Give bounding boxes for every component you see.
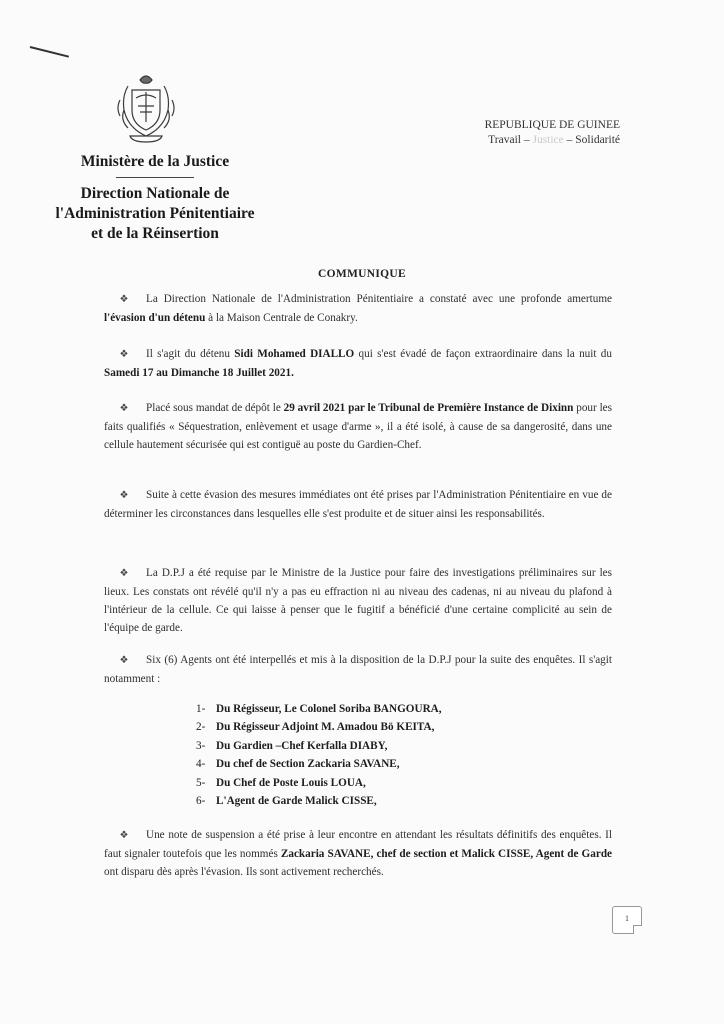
scan-mark bbox=[30, 46, 69, 58]
list-item: 6- L'Agent de Garde Malick CISSE, bbox=[196, 795, 377, 808]
direction-line-1: Direction Nationale de bbox=[80, 185, 230, 202]
direction-line-3: et de la Réinsertion bbox=[91, 225, 219, 242]
bullet-icon: ❖ bbox=[119, 830, 129, 841]
motto-part-2: Justice bbox=[532, 134, 564, 146]
list-item: 4- Du chef de Section Zackaria SAVANE, bbox=[196, 758, 400, 771]
bullet-icon: ❖ bbox=[119, 490, 129, 501]
motto-part-1: Travail – bbox=[488, 134, 533, 146]
paragraph-2: ❖ Il s'agit du détenu Sidi Mohamed DIALLO qui s'est évadé de façon extraordinaire dans la nuit du Samedi 17 au Dimanche 18 Juillet 2021. bbox=[104, 348, 612, 379]
list-item: 3- Du Gardien –Chef Kerfalla DIABY, bbox=[196, 739, 388, 752]
paragraph-1: ❖ La Direction Nationale de l'Administration Pénitentiaire a constaté avec une profonde amertume l'évasion d'un détenu à la Maison Centrale de Conakry. bbox=[104, 293, 612, 324]
ministry-underline bbox=[116, 177, 194, 178]
republic-header bbox=[420, 118, 620, 148]
paragraph-6: ❖ Six (6) Agents ont été interpellés et mis à la disposition de la D.P.J pour la suite des enquêtes. Il s'agit notamment : bbox=[104, 654, 612, 685]
bullet-icon: ❖ bbox=[119, 349, 129, 360]
paragraph-7: ❖ Une note de suspension a été prise à leur encontre en attendant les résultats définitifs des enquêtes. Il faut signaler toutefois que les nommés Zackaria SAVANE, chef de section et Malick CISSE, Agent de Garde ont disparu dès après l'évasion. Ils sont activement recherchés. bbox=[104, 829, 613, 878]
motto-part-3: – Solidarité bbox=[563, 134, 620, 146]
list-item: 5- Du Chef de Poste Louis LOUA, bbox=[196, 776, 366, 789]
agent-list bbox=[196, 700, 516, 810]
list-item: 1- Du Régisseur, Le Colonel Soriba BANGOURA, bbox=[196, 703, 442, 715]
republic-name: REPUBLIQUE DE GUINEE bbox=[484, 119, 620, 131]
paragraph-5: ❖ La D.P.J a été requise par le Ministre de la Justice pour faire des investigations préliminaires sur les lieux. Les constats ont révélé qu'il n'y a pas eu effraction ni au niveau des cadenas, ni au niveau du plafond à l'intérieur de la cellule. Ce qui laisse à penser que le fugitif a bénéficié d'une certaine complicité au sein de l'équipe de garde. bbox=[104, 567, 612, 634]
coat-of-arms-emblem bbox=[110, 70, 182, 148]
paragraph-3: ❖ Placé sous mandat de dépôt le 29 avril 2021 par le Tribunal de Première Instance de Dixinn pour les faits qualifiés « Séquestration, enlèvement et usage d'arme », il a été isolé, à cause de sa dangerosité, dans une cellule hautement sécurisée qui est contiguë au poste du Gardien-Chef. bbox=[104, 402, 613, 451]
direction-name bbox=[30, 184, 280, 244]
direction-line-2: l'Administration Pénitentiaire bbox=[55, 205, 255, 222]
list-item: 2- Du Régisseur Adjoint M. Amadou Bö KEITA, bbox=[196, 721, 435, 734]
bullet-icon: ❖ bbox=[119, 294, 129, 305]
bullet-icon: ❖ bbox=[119, 568, 129, 579]
page-number: 1 bbox=[612, 906, 642, 934]
paragraph-4: ❖ Suite à cette évasion des mesures immédiates ont été prises par l'Administration Pénitentiaire en vue de déterminer les circonstances dans lesquelles elle s'est produite et de situer ainsi les responsabilités. bbox=[104, 489, 612, 520]
ministry-name: Ministère de la Justice bbox=[80, 153, 230, 170]
bullet-icon: ❖ bbox=[119, 403, 129, 414]
document-title: COMMUNIQUE bbox=[318, 268, 406, 280]
national-motto bbox=[420, 133, 620, 148]
bullet-icon: ❖ bbox=[119, 655, 129, 666]
